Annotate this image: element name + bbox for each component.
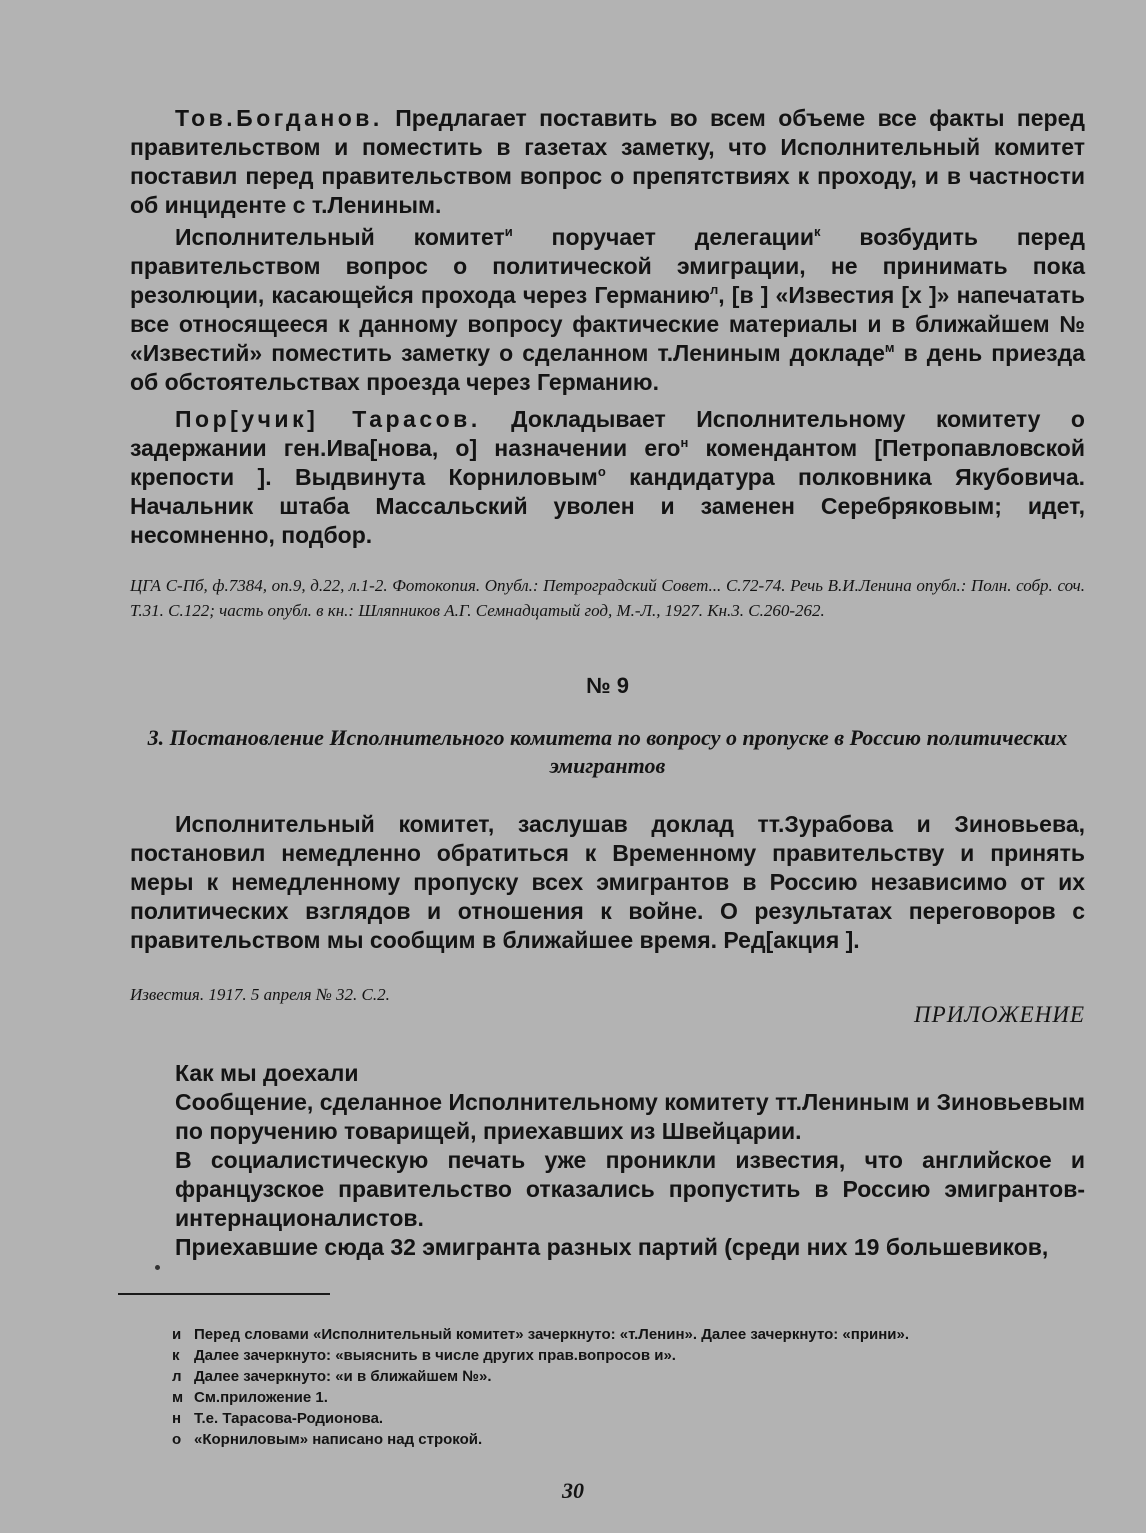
paragraph-press (130, 1146, 1085, 1233)
footnote-text: Далее зачеркнуто: «и в ближайшем №». (194, 1368, 492, 1385)
footnote-ref: к (814, 224, 821, 239)
appendix-label (130, 1002, 1085, 1028)
footnotes (172, 1324, 1102, 1450)
footnote-ref: м (884, 340, 895, 355)
document-title (130, 724, 1085, 780)
footnote-item (172, 1408, 1102, 1429)
footnote-item (172, 1324, 1102, 1345)
paragraph-text: Исполнительный комитет, заслушав доклад тт.Зурабова и Зиновьева, постановил немедленно обратиться к Временному правительству и принять меры к немедленному пропуску всех эмигрантов в Россию независимо от их политических взглядов и отношения к войне. О результатах переговоров с правительством мы сообщим в ближайшее время. Ред[акция ]. (130, 811, 1085, 953)
appendix-title (130, 1059, 1085, 1088)
archival-source-1 (130, 573, 1085, 623)
text-run: кандидатура полковника Якубовича. Начальник штаба Массальский уволен и заменен Серебряковым; идет, несомненно, подбор. (130, 464, 1086, 548)
footnote-divider (118, 1293, 330, 1295)
paragraph-text: Приехавшие сюда 32 эмигранта разных партий (среди них 19 большевиков, (175, 1234, 1049, 1260)
footnote-item (172, 1345, 1102, 1366)
ink-speck (155, 1265, 160, 1270)
footnote-mark: л (172, 1368, 182, 1385)
source-text: Известия. 1917. 5 апреля № 32. С.2. (130, 985, 390, 1004)
text-run: в день приезда об обстоятельствах проезда через Германию. (130, 340, 1085, 395)
paragraph-bogdanov (130, 104, 1085, 220)
paragraph-tarasov (130, 405, 1085, 550)
doc-number-text: № 9 (586, 673, 629, 698)
footnote-mark: к (172, 1347, 180, 1364)
speaker-name: Пор[учик] Тарасов. (175, 406, 481, 432)
footnote-text: «Корниловым» написано над строкой. (194, 1431, 483, 1448)
paragraph-committee-decision (130, 810, 1085, 955)
document-number (130, 673, 1085, 699)
footnote-mark: о (172, 1431, 182, 1448)
footnote-text: Перед словами «Исполнительный комитет» зачеркнуто: «т.Ленин». Далее зачеркнуто: «прини». (194, 1326, 909, 1343)
footnote-ref: и (504, 224, 513, 239)
text-run: комендантом [Петропавловской крепости ]. Выдвинута Корниловым (130, 435, 1085, 490)
footnote-mark: и (172, 1326, 182, 1343)
footnote-ref: н (680, 435, 689, 450)
page-number: 30 (562, 1478, 584, 1503)
doc-title-text: 3. Постановление Исполнительного комитета по вопросу о пропуске в Россию политических эмигрантов (147, 725, 1068, 778)
footnote-text: См.приложение 1. (194, 1389, 328, 1406)
text-run: Исполнительный комитет (175, 224, 505, 250)
appendix-label-text: ПРИЛОЖЕНИЕ (914, 1002, 1085, 1027)
appendix-subtitle (130, 1088, 1085, 1146)
text-run: поручает делегации (512, 224, 815, 250)
paragraph-text: Предлагает поставить во всем объеме все факты перед правительством и поместить в газетах заметку, что Исполнительный комитет поставил перед правительством вопрос о препятствиях к проходу, и в частности об инциденте с т.Лениным. (130, 105, 1085, 218)
footnote-mark: м (172, 1389, 184, 1406)
source-text: ЦГА С-Пб, ф.7384, оп.9, д.22, л.1-2. Фотокопия. Опубл.: Петроградский Совет... С.72-74. Речь В.И.Ленина опубл.: Полн. собр. соч. Т.31. С.122; часть опубл. в кн.: Шляпников А.Г. Семнадцатый год, М.-Л., 1927. Кн.3. С.260-262. (130, 576, 1085, 620)
text-run: , [в ] «Известия [х ]» напечатать все относящееся к данному вопросу фактические материалы и в ближайшем № «Известий» поместить заметку о сделанном т.Лениным докладе (130, 282, 1085, 366)
footnote-item (172, 1387, 1102, 1408)
paragraph-emigrants (130, 1233, 1085, 1262)
footnote-ref: л (709, 282, 719, 297)
footnote-item (172, 1366, 1102, 1387)
footnote-text: Далее зачеркнуто: «выяснить в числе других прав.вопросов и». (194, 1347, 676, 1364)
footnote-text: Т.е. Тарасова-Родионова. (194, 1410, 384, 1427)
paragraph-text: В социалистическую печать уже проникли известия, что английское и французское правительство отказались пропустить в Россию эмигрантов-интернационалистов. (175, 1147, 1085, 1231)
speaker-name: Тов.Богданов. (175, 105, 383, 131)
footnote-item (172, 1429, 1102, 1450)
paragraph-resolution (130, 223, 1085, 397)
text-run: возбудить перед правительством вопрос о политической эмиграции, не принимать пока резолюции, касающейся прохода через Германию (130, 224, 1085, 308)
footnote-ref: о (597, 464, 606, 479)
appendix-subtitle-text: Сообщение, сделанное Исполнительному комитету тт.Лениным и Зиновьевым по поручению товарищей, приехавших из Швейцарии. (175, 1089, 1085, 1144)
appendix-title-text: Как мы доехали (175, 1060, 359, 1086)
footnote-mark: н (172, 1410, 182, 1427)
text-run: Докладывает Исполнительному комитету о задержании ген.Ива[нова, о] назначении его (130, 406, 1085, 461)
